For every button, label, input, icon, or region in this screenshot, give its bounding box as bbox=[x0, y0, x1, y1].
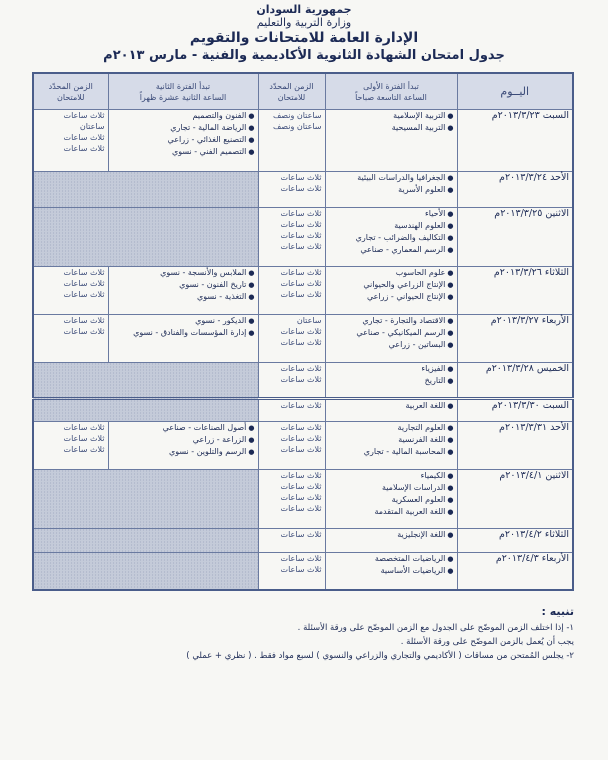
day-cell: الأحد ٢٠١٣/٣/٣١م bbox=[457, 421, 573, 469]
duration-item bbox=[262, 278, 322, 289]
day-cell: السبت ٢٠١٣/٣/٣٠م bbox=[457, 398, 573, 421]
subject-label: التصميم الفني - نسوي bbox=[171, 146, 247, 156]
bullet-icon: ● bbox=[447, 111, 454, 120]
subject-item bbox=[329, 327, 454, 339]
subject-item bbox=[329, 315, 454, 327]
table-row bbox=[33, 207, 573, 266]
subject-label: العلوم الأسرية bbox=[398, 184, 446, 194]
subject-item bbox=[329, 565, 454, 577]
note-line: يجب أن يُعمل بالزمن الموضّح على ورقة الأسئلة . bbox=[400, 637, 574, 648]
duration-item bbox=[262, 326, 322, 337]
subject-label: المحاسبة المالية - تجاري bbox=[363, 446, 446, 456]
subject-label: التربية المسيحية bbox=[391, 122, 446, 132]
d1-cell bbox=[258, 266, 325, 314]
duration-item bbox=[37, 433, 105, 444]
duration-label: ساعتان ونصف bbox=[273, 121, 322, 131]
d1-cell bbox=[258, 469, 325, 528]
subject-label: الكيمياء bbox=[420, 470, 446, 480]
duration-label: ثلاث ساعات bbox=[280, 444, 322, 454]
duration-label: ثلاث ساعات bbox=[280, 553, 322, 563]
subject-item bbox=[329, 529, 454, 541]
d2-cell bbox=[33, 266, 108, 314]
subject-item bbox=[329, 482, 454, 494]
duration-item bbox=[262, 267, 322, 278]
table-row bbox=[33, 552, 573, 590]
p1-cell bbox=[325, 469, 457, 528]
table-row bbox=[33, 469, 573, 528]
subject-item bbox=[329, 291, 454, 303]
bullet-icon: ● bbox=[447, 423, 454, 432]
subject-item bbox=[112, 110, 255, 122]
p1-cell bbox=[325, 109, 457, 171]
subject-label: الدراسات الإسلامية bbox=[381, 482, 446, 492]
subject-item bbox=[329, 506, 454, 518]
duration-item bbox=[37, 278, 105, 289]
subject-label: الديكور - نسوي bbox=[195, 315, 247, 325]
bullet-icon: ● bbox=[447, 376, 454, 385]
d1-cell bbox=[258, 171, 325, 207]
p2-cell bbox=[108, 109, 258, 171]
duration-label: ثلاث ساعات bbox=[280, 219, 322, 229]
subject-label: الإنتاج الحيواني - زراعي bbox=[366, 291, 446, 301]
table-row bbox=[33, 171, 573, 207]
d1-cell bbox=[258, 314, 325, 362]
bullet-icon: ● bbox=[248, 268, 255, 277]
col-header-duration1: الزمن المحدّد للامتحان bbox=[258, 73, 325, 109]
subject-label: الرياضيات المتخصصة bbox=[374, 553, 446, 563]
subject-item bbox=[329, 208, 454, 220]
duration-item bbox=[262, 374, 322, 385]
subject-item bbox=[329, 339, 454, 351]
duration-item bbox=[262, 110, 322, 121]
duration-label: ثلاث ساعات bbox=[280, 278, 322, 288]
duration-label: ثلاث ساعات bbox=[63, 444, 105, 454]
subject-item bbox=[329, 422, 454, 434]
duration-label: ثلاث ساعات bbox=[280, 529, 322, 539]
subject-item bbox=[112, 134, 255, 146]
duration-item bbox=[262, 444, 322, 455]
empty-period-cell bbox=[33, 207, 258, 266]
duration-item bbox=[262, 241, 322, 252]
table-row bbox=[33, 109, 573, 171]
subject-label: تاريخ الفنون - نسوي bbox=[179, 279, 247, 289]
subject-label: التكاليف والضرائب - تجاري bbox=[355, 232, 446, 242]
subject-label: الجغرافيا والدراسات البيئية bbox=[357, 172, 446, 182]
p1-cell bbox=[325, 552, 457, 590]
table-row bbox=[33, 266, 573, 314]
empty-period-cell bbox=[33, 398, 258, 421]
duration-label: ثلاث ساعات bbox=[63, 110, 105, 120]
subject-item bbox=[329, 122, 454, 134]
bullet-icon: ● bbox=[447, 221, 454, 230]
duration-label: ثلاث ساعات bbox=[63, 132, 105, 142]
bullet-icon: ● bbox=[248, 147, 255, 156]
subject-label: الرسم المعماري - صناعي bbox=[360, 244, 446, 254]
subject-item bbox=[329, 434, 454, 446]
duration-label: ثلاث ساعات bbox=[280, 183, 322, 193]
table-row bbox=[33, 421, 573, 469]
d1-cell bbox=[258, 398, 325, 421]
subject-label: الرسم والتلوين - نسوي bbox=[168, 446, 247, 456]
duration-label: ثلاث ساعات bbox=[63, 267, 105, 277]
notes-section bbox=[34, 605, 574, 663]
note-line: ٢- يجلس المُمتحن من مساقات ( الأكاديمي والتجاري والزراعي والنسوي ) لسبع مواد فقط . ( نظري + عملي ) bbox=[186, 651, 574, 662]
bullet-icon: ● bbox=[447, 185, 454, 194]
duration-label: ثلاث ساعات bbox=[63, 326, 105, 336]
duration-item bbox=[37, 110, 105, 121]
subject-item bbox=[112, 279, 255, 291]
bullet-icon: ● bbox=[447, 530, 454, 539]
duration-label: ثلاث ساعات bbox=[280, 208, 322, 218]
duration-label: ثلاث ساعات bbox=[280, 374, 322, 384]
bullet-icon: ● bbox=[447, 233, 454, 242]
subject-item bbox=[329, 279, 454, 291]
subject-item bbox=[112, 122, 255, 134]
duration-item bbox=[262, 121, 322, 132]
bullet-icon: ● bbox=[447, 340, 454, 349]
duration-item bbox=[262, 503, 322, 514]
bullet-icon: ● bbox=[248, 447, 255, 456]
duration-item bbox=[37, 121, 105, 132]
subject-label: إدارة المؤسسات والفنادق - نسوي bbox=[133, 327, 247, 337]
p1-cell bbox=[325, 171, 457, 207]
day-cell: الثلاثاء ٢٠١٣/٣/٢٦م bbox=[457, 266, 573, 314]
subject-label: اللغة الفرنسية bbox=[398, 434, 446, 444]
exam-schedule-table bbox=[32, 72, 574, 591]
table-row bbox=[33, 362, 573, 398]
duration-item bbox=[262, 363, 322, 374]
empty-period-cell bbox=[33, 171, 258, 207]
table-row bbox=[33, 528, 573, 552]
duration-label: ثلاث ساعات bbox=[280, 564, 322, 574]
empty-period-cell bbox=[33, 469, 258, 528]
subject-item bbox=[112, 146, 255, 158]
duration-label: ثلاث ساعات bbox=[280, 470, 322, 480]
subject-item bbox=[112, 267, 255, 279]
p1-cell bbox=[325, 207, 457, 266]
bullet-icon: ● bbox=[447, 364, 454, 373]
duration-label: ثلاث ساعات bbox=[280, 230, 322, 240]
bullet-icon: ● bbox=[447, 435, 454, 444]
duration-label: ثلاث ساعات bbox=[280, 241, 322, 251]
day-cell: الأحد ٢٠١٣/٣/٢٤م bbox=[457, 171, 573, 207]
duration-label: ثلاث ساعات bbox=[280, 492, 322, 502]
duration-label: ثلاث ساعات bbox=[280, 422, 322, 432]
table-body bbox=[33, 109, 573, 590]
subject-item bbox=[329, 470, 454, 482]
subject-label: الرياضيات الأساسية bbox=[380, 565, 446, 575]
subject-label: العلوم العسكرية bbox=[391, 494, 446, 504]
day-cell: الاثنين ٢٠١٣/٤/١م bbox=[457, 469, 573, 528]
empty-period-cell bbox=[33, 552, 258, 590]
bullet-icon: ● bbox=[447, 209, 454, 218]
duration-label: ثلاث ساعات bbox=[280, 400, 322, 410]
d1-cell bbox=[258, 362, 325, 398]
duration-label: ثلاث ساعات bbox=[280, 337, 322, 347]
document-header bbox=[34, 4, 574, 64]
bullet-icon: ● bbox=[447, 292, 454, 301]
duration-item bbox=[262, 230, 322, 241]
subject-item bbox=[329, 110, 454, 122]
p1-cell bbox=[325, 528, 457, 552]
d2-cell bbox=[33, 314, 108, 362]
bullet-icon: ● bbox=[447, 328, 454, 337]
duration-item bbox=[262, 492, 322, 503]
d1-cell bbox=[258, 207, 325, 266]
bullet-icon: ● bbox=[447, 316, 454, 325]
subject-item bbox=[112, 446, 255, 458]
bullet-icon: ● bbox=[447, 554, 454, 563]
note-line: ١- إذا اختلف الزمن الموضّح على الجدول مع الزمن الموضّح على ورقة الأسئلة . bbox=[297, 623, 574, 634]
duration-item bbox=[262, 553, 322, 564]
duration-label: ثلاث ساعات bbox=[63, 278, 105, 288]
table-header-row bbox=[33, 73, 573, 109]
bullet-icon: ● bbox=[447, 507, 454, 516]
duration-item bbox=[262, 481, 322, 492]
d1-cell bbox=[258, 552, 325, 590]
bullet-icon: ● bbox=[447, 566, 454, 575]
bullet-icon: ● bbox=[248, 328, 255, 337]
subject-label: الملابس والأنسجة - نسوي bbox=[160, 267, 247, 277]
table-row bbox=[33, 398, 573, 421]
col-header-day: اليــوم bbox=[457, 73, 573, 109]
duration-item bbox=[37, 143, 105, 154]
duration-item bbox=[262, 337, 322, 348]
p1-cell bbox=[325, 314, 457, 362]
subject-label: الفنون والتصميم bbox=[192, 110, 247, 120]
duration-item bbox=[262, 400, 322, 411]
day-cell: السبت ٢٠١٣/٣/٢٣م bbox=[457, 109, 573, 171]
d1-cell bbox=[258, 528, 325, 552]
bullet-icon: ● bbox=[447, 483, 454, 492]
subject-item bbox=[329, 446, 454, 458]
duration-item bbox=[37, 267, 105, 278]
bullet-icon: ● bbox=[248, 123, 255, 132]
subject-label: الأحياء bbox=[425, 208, 446, 218]
duration-label: ثلاث ساعات bbox=[280, 433, 322, 443]
bullet-icon: ● bbox=[248, 280, 255, 289]
bullet-icon: ● bbox=[248, 423, 255, 432]
empty-period-cell bbox=[33, 528, 258, 552]
subject-item bbox=[329, 363, 454, 375]
p2-cell bbox=[108, 314, 258, 362]
duration-item bbox=[262, 289, 322, 300]
duration-label: ساعتان ونصف bbox=[273, 110, 322, 120]
duration-label: ثلاث ساعات bbox=[280, 267, 322, 277]
duration-item bbox=[262, 564, 322, 575]
subject-label: التغذية - نسوي bbox=[197, 291, 247, 301]
duration-label: ثلاث ساعات bbox=[280, 289, 322, 299]
empty-period-cell bbox=[33, 362, 258, 398]
duration-label: ثلاث ساعات bbox=[63, 315, 105, 325]
directorate-name: الإدارة العامة للامتحانات والتقويم bbox=[189, 30, 419, 47]
duration-label: ثلاث ساعات bbox=[280, 481, 322, 491]
day-cell: الاثنين ٢٠١٣/٣/٢٥م bbox=[457, 207, 573, 266]
bullet-icon: ● bbox=[248, 435, 255, 444]
notes-title: تنبيه : bbox=[541, 605, 574, 619]
p1-cell bbox=[325, 398, 457, 421]
subject-label: التصنيع الغذائي - زراعي bbox=[167, 134, 247, 144]
subject-label: اللغة العربية bbox=[405, 400, 446, 410]
d1-cell bbox=[258, 421, 325, 469]
subject-item bbox=[329, 400, 454, 412]
duration-item bbox=[262, 433, 322, 444]
duration-item bbox=[37, 422, 105, 433]
subject-label: اللغة العربية المتقدمة bbox=[374, 506, 446, 516]
document-title: جدول امتحان الشهادة الثانوية الأكاديمية والفنية - مارس ٢٠١٣م bbox=[103, 48, 505, 64]
duration-item bbox=[262, 529, 322, 540]
d1-cell bbox=[258, 109, 325, 171]
bullet-icon: ● bbox=[447, 268, 454, 277]
p2-cell bbox=[108, 266, 258, 314]
day-cell: الأربعاء ٢٠١٣/٤/٣م bbox=[457, 552, 573, 590]
country-name: جمهورية السودان bbox=[256, 3, 352, 16]
duration-label: ثلاث ساعات bbox=[280, 326, 322, 336]
subject-label: أصول الصناعات - صناعي bbox=[162, 422, 247, 432]
subject-label: الفيزياء bbox=[421, 363, 446, 373]
subject-item bbox=[329, 553, 454, 565]
bullet-icon: ● bbox=[248, 135, 255, 144]
subject-item bbox=[329, 184, 454, 196]
subject-item bbox=[112, 422, 255, 434]
duration-label: ساعتان bbox=[296, 315, 322, 325]
duration-item bbox=[262, 219, 322, 230]
subject-label: الزراعة - زراعي bbox=[192, 434, 247, 444]
bullet-icon: ● bbox=[447, 447, 454, 456]
duration-item bbox=[262, 172, 322, 183]
duration-item bbox=[262, 315, 322, 326]
subject-item bbox=[329, 244, 454, 256]
duration-label: ثلاث ساعات bbox=[280, 363, 322, 373]
col-header-period2: تبدأ الفترة الثانية الساعة الثانية عشرة ظهراً bbox=[108, 73, 258, 109]
duration-label: ساعتان bbox=[79, 121, 105, 131]
duration-label: ثلاث ساعات bbox=[63, 289, 105, 299]
bullet-icon: ● bbox=[447, 245, 454, 254]
bullet-icon: ● bbox=[447, 495, 454, 504]
col-header-duration2: الزمن المحدّد للامتحان bbox=[33, 73, 108, 109]
bullet-icon: ● bbox=[248, 292, 255, 301]
ministry-name: وزارة التربية والتعليم bbox=[256, 15, 352, 29]
day-cell: الخميس ٢٠١٣/٣/٢٨م bbox=[457, 362, 573, 398]
duration-item bbox=[37, 326, 105, 337]
subject-label: الرياضة المالية - تجاري bbox=[170, 122, 247, 132]
p1-cell bbox=[325, 421, 457, 469]
subject-label: التاريخ bbox=[424, 375, 446, 385]
p2-cell bbox=[108, 421, 258, 469]
subject-item bbox=[329, 267, 454, 279]
bullet-icon: ● bbox=[447, 401, 454, 410]
bullet-icon: ● bbox=[447, 173, 454, 182]
bullet-icon: ● bbox=[447, 123, 454, 132]
subject-item bbox=[112, 291, 255, 303]
duration-label: ثلاث ساعات bbox=[63, 422, 105, 432]
duration-label: ثلاث ساعات bbox=[63, 433, 105, 443]
duration-item bbox=[262, 208, 322, 219]
subject-label: العلوم الهندسية bbox=[394, 220, 446, 230]
subject-label: العلوم التجارية bbox=[397, 422, 446, 432]
subject-label: الاقتصاد والتجارة - تجاري bbox=[362, 315, 446, 325]
subject-label: الإنتاج الزراعي والحيواني bbox=[363, 279, 446, 289]
subject-item bbox=[329, 172, 454, 184]
subject-item bbox=[112, 327, 255, 339]
duration-item bbox=[262, 183, 322, 194]
subject-item bbox=[112, 315, 255, 327]
subject-label: التربية الإسلامية bbox=[393, 110, 446, 120]
duration-label: ثلاث ساعات bbox=[280, 503, 322, 513]
duration-item bbox=[37, 315, 105, 326]
subject-item bbox=[329, 220, 454, 232]
subject-item bbox=[112, 434, 255, 446]
table-row bbox=[33, 314, 573, 362]
d2-cell bbox=[33, 109, 108, 171]
duration-item bbox=[262, 470, 322, 481]
subject-item bbox=[329, 494, 454, 506]
duration-item bbox=[262, 422, 322, 433]
duration-label: ثلاث ساعات bbox=[280, 172, 322, 182]
subject-label: علوم الحاسوب bbox=[395, 267, 446, 277]
duration-item bbox=[37, 444, 105, 455]
bullet-icon: ● bbox=[248, 316, 255, 325]
bullet-icon: ● bbox=[248, 111, 255, 120]
bullet-icon: ● bbox=[447, 280, 454, 289]
duration-label: ثلاث ساعات bbox=[63, 143, 105, 153]
d2-cell bbox=[33, 421, 108, 469]
p1-cell bbox=[325, 362, 457, 398]
subject-label: البساتين - زراعي bbox=[388, 339, 446, 349]
subject-label: الرسم الميكانيكي - صناعي bbox=[356, 327, 446, 337]
bullet-icon: ● bbox=[447, 471, 454, 480]
subject-item bbox=[329, 232, 454, 244]
col-header-period1: تبدأ الفترة الأولى الساعة التاسعة صباحاً bbox=[325, 73, 457, 109]
duration-item bbox=[37, 289, 105, 300]
day-cell: الثلاثاء ٢٠١٣/٤/٢م bbox=[457, 528, 573, 552]
subject-label: اللغة الإنجليزية bbox=[397, 529, 446, 539]
day-cell: الأربعاء ٢٠١٣/٣/٢٧م bbox=[457, 314, 573, 362]
subject-item bbox=[329, 375, 454, 387]
p1-cell bbox=[325, 266, 457, 314]
duration-item bbox=[37, 132, 105, 143]
